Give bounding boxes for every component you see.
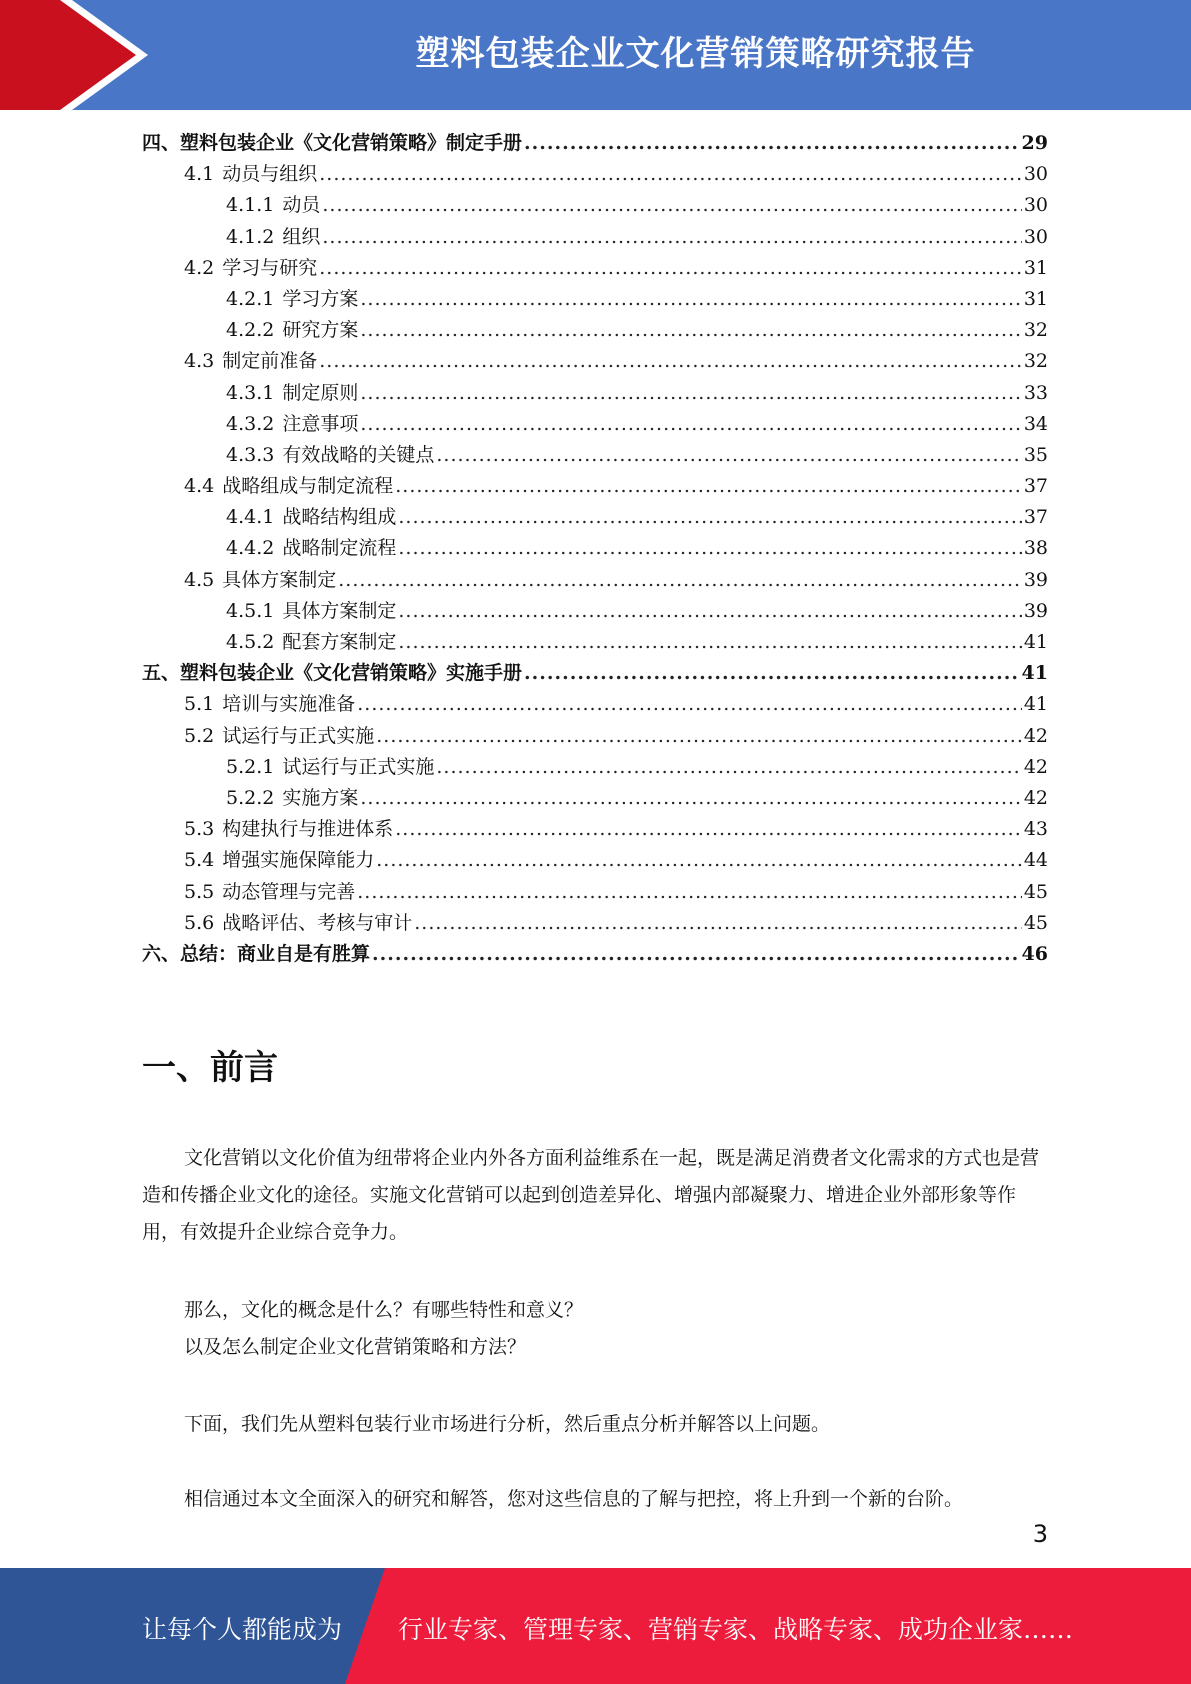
report-title: 塑料包装企业文化营销策略研究报告 <box>415 34 976 74</box>
toc-entry-title: 构建执行与推进体系 <box>222 818 394 841</box>
toc-entry-page: 31 <box>1023 256 1048 279</box>
toc-entry[interactable] <box>142 159 1048 190</box>
toc-entry-title: 战略组成与制定流程 <box>222 475 394 498</box>
toc-dot-leader <box>398 502 1021 533</box>
next-paragraph: 下面，我们先从塑料包装行业市场进行分析，然后重点分析并解答以上问题。 <box>184 1413 831 1435</box>
toc-entry-title: 试运行与正式实施 <box>222 724 375 747</box>
toc-entry-number: 5.2.2 <box>226 786 275 809</box>
toc-entry-number: 4.1 <box>184 163 215 186</box>
toc-dot-leader <box>360 378 1021 409</box>
toc-entry-number: 4.2.1 <box>226 287 275 310</box>
toc-dot-leader <box>376 845 1022 876</box>
toc-entry-title: 有效战略的关键点 <box>282 443 435 466</box>
toc-entry-number: 4.5.1 <box>226 599 275 622</box>
toc-entry-number: 4.3.3 <box>226 443 275 466</box>
toc-entry-title: 试运行与正式实施 <box>282 755 435 778</box>
toc-entry-page: 45 <box>1023 880 1048 903</box>
toc-entry-page: 38 <box>1023 537 1048 560</box>
toc-entry-title: 制定前准备 <box>222 350 318 373</box>
section-heading: 一、前言 <box>142 1048 278 1088</box>
toc-entry-page: 41 <box>1021 662 1048 685</box>
toc-entry[interactable] <box>142 346 1048 377</box>
page-header <box>0 0 1191 110</box>
toc-entry[interactable] <box>142 253 1048 284</box>
toc-entry-page: 35 <box>1023 443 1048 466</box>
toc-dot-leader <box>360 783 1021 814</box>
toc-entry-title: 学习与研究 <box>222 256 318 279</box>
toc-entry-page: 46 <box>1021 942 1048 965</box>
toc-dot-leader <box>319 159 1022 190</box>
toc-dot-leader <box>338 565 1022 596</box>
toc-entry-title: 配套方案制定 <box>282 631 397 653</box>
toc-dot-leader <box>398 627 1021 658</box>
toc-entry-number: 4.5.2 <box>226 631 275 653</box>
toc-entry[interactable] <box>142 315 1048 346</box>
toc-dot-leader <box>398 533 1021 564</box>
toc-entry-number: 4.2.2 <box>226 319 275 342</box>
toc-entry[interactable] <box>142 658 1048 689</box>
toc-entry[interactable] <box>142 877 1048 908</box>
toc-entry-title: 战略制定流程 <box>282 537 397 560</box>
question-line-1: 那么，文化的概念是什么？有哪些特性和意义？ <box>184 1299 584 1321</box>
toc-entry-page: 30 <box>1023 163 1048 186</box>
toc-dot-leader <box>436 440 1021 471</box>
toc-entry[interactable] <box>142 783 1048 814</box>
toc-entry-page: 39 <box>1023 599 1048 622</box>
toc-entry-page: 44 <box>1023 849 1048 872</box>
toc-entry-page: 33 <box>1023 381 1048 404</box>
toc-entry-title: 研究方案 <box>282 319 359 342</box>
toc-entry-page: 39 <box>1023 568 1048 591</box>
toc-dot-leader <box>322 222 1021 253</box>
toc-entry[interactable] <box>142 222 1048 253</box>
toc-entry-page: 42 <box>1023 724 1048 747</box>
toc-entry-title: 实施方案 <box>282 786 359 809</box>
toc-entry-title: 制定原则 <box>282 381 359 404</box>
toc-entry-page: 30 <box>1023 225 1048 248</box>
toc-entry[interactable] <box>142 471 1048 502</box>
toc-entry-number: 4.3.2 <box>226 412 275 435</box>
toc-dot-leader <box>319 346 1022 377</box>
toc-entry[interactable] <box>142 284 1048 315</box>
header-arrow-graphic <box>0 0 200 110</box>
toc-entry-page: 37 <box>1023 475 1048 498</box>
toc-dot-leader <box>524 128 1020 159</box>
toc-dot-leader <box>436 752 1021 783</box>
footer-slogan: 让每个人都能成为 <box>142 1615 343 1644</box>
toc-entry-number: 4.1.1 <box>226 194 275 217</box>
toc-entry[interactable] <box>142 378 1048 409</box>
toc-entry-page: 29 <box>1021 132 1048 154</box>
toc-entry-title: 具体方案制定 <box>282 599 397 622</box>
toc-entry[interactable] <box>142 845 1048 876</box>
toc-entry[interactable] <box>142 689 1048 720</box>
toc-entry-number: 4.4.1 <box>226 506 275 529</box>
toc-entry-title: 四、塑料包装企业《文化营销策略》制定手册 <box>142 132 523 154</box>
page-number: 3 <box>1032 1520 1048 1548</box>
toc-entry-page: 42 <box>1023 755 1048 778</box>
intro-paragraph: 文化营销以文化价值为纽带将企业内外各方面利益维系在一起，既是满足消费者文化需求的方式也是营造和传播企业文化的途径。实施文化营销可以起到创造差异化、增强内部凝聚力、增进企业外部形象等作用，有效提升企业综合竞争力。 <box>142 1147 1040 1243</box>
toc-entry[interactable] <box>142 752 1048 783</box>
page-footer <box>0 1568 1191 1684</box>
footer-roles: 行业专家、管理专家、营销专家、战略专家、成功企业家…… <box>398 1615 1074 1644</box>
toc-entry-title: 动员 <box>282 194 321 217</box>
toc-entry-title: 战略评估、考核与审计 <box>222 911 413 934</box>
toc-entry-page: 42 <box>1023 786 1048 809</box>
toc-entry-page: 45 <box>1023 911 1048 934</box>
toc-entry[interactable] <box>142 565 1048 596</box>
toc-dot-leader <box>360 409 1021 440</box>
toc-entry-title: 六、总结：商业自是有胜算 <box>142 942 371 965</box>
toc-entry[interactable] <box>142 190 1048 221</box>
toc-dot-leader <box>360 284 1021 315</box>
toc-entry-page: 30 <box>1023 194 1048 217</box>
toc-entry-title: 具体方案制定 <box>222 568 337 591</box>
toc-entry-number: 5.6 <box>184 911 215 934</box>
toc-entry-number: 5.1 <box>184 693 215 716</box>
toc-entry-number: 5.2.1 <box>226 755 275 778</box>
toc-entry[interactable] <box>142 502 1048 533</box>
toc-dot-leader <box>395 814 1022 845</box>
toc-dot-leader <box>376 721 1022 752</box>
toc-entry[interactable] <box>142 939 1048 970</box>
toc-dot-leader <box>357 877 1022 908</box>
toc-dot-leader <box>398 596 1021 627</box>
toc-entry-number: 4.1.2 <box>226 225 275 248</box>
toc-dot-leader <box>372 939 1020 970</box>
toc-entry-title: 组织 <box>282 225 321 248</box>
toc-dot-leader <box>414 908 1022 939</box>
toc-entry-page: 32 <box>1023 350 1048 373</box>
toc-entry-number: 5.5 <box>184 880 215 903</box>
toc-dot-leader <box>524 658 1020 689</box>
toc-entry-number: 4.3.1 <box>226 381 275 404</box>
toc-entry-number: 4.5 <box>184 568 215 591</box>
toc-dot-leader <box>360 315 1021 346</box>
table-of-contents <box>142 128 1048 970</box>
toc-entry[interactable] <box>142 627 1048 658</box>
toc-entry[interactable] <box>142 596 1048 627</box>
toc-entry-title: 学习方案 <box>282 287 359 310</box>
toc-entry-title: 战略结构组成 <box>282 506 397 529</box>
toc-entry[interactable] <box>142 814 1048 845</box>
toc-entry-page: 32 <box>1023 319 1048 342</box>
toc-entry[interactable] <box>142 533 1048 564</box>
toc-entry-page: 31 <box>1023 287 1048 310</box>
toc-entry-page: 43 <box>1023 818 1048 841</box>
toc-entry-number: 4.4.2 <box>226 537 275 560</box>
toc-dot-leader <box>357 689 1022 720</box>
question-line-2: 以及怎么制定企业文化营销策略和方法？ <box>184 1336 527 1358</box>
toc-entry[interactable] <box>142 908 1048 939</box>
toc-entry-title: 五、塑料包装企业《文化营销策略》实施手册 <box>142 662 523 685</box>
toc-entry-number: 4.2 <box>184 256 215 279</box>
toc-entry-page: 41 <box>1023 631 1048 653</box>
toc-entry[interactable] <box>142 409 1048 440</box>
toc-entry-title: 注意事项 <box>282 412 359 435</box>
toc-entry-title: 动员与组织 <box>222 163 318 186</box>
toc-entry[interactable] <box>142 721 1048 752</box>
toc-entry-number: 4.3 <box>184 350 215 373</box>
toc-dot-leader <box>322 190 1021 221</box>
closing-paragraph: 相信通过本文全面深入的研究和解答，您对这些信息的了解与把控，将上升到一个新的台阶。 <box>184 1488 964 1510</box>
toc-dot-leader <box>319 253 1022 284</box>
toc-entry-title: 培训与实施准备 <box>222 693 356 716</box>
toc-entry-number: 4.4 <box>184 475 215 498</box>
toc-entry-page: 41 <box>1023 693 1048 716</box>
toc-entry-title: 动态管理与完善 <box>222 880 356 903</box>
toc-entry-page: 34 <box>1023 412 1048 435</box>
toc-entry-number: 5.2 <box>184 724 215 747</box>
toc-entry[interactable] <box>142 128 1048 159</box>
toc-dot-leader <box>395 471 1022 502</box>
toc-entry-title: 增强实施保障能力 <box>222 849 375 872</box>
toc-entry-page: 37 <box>1023 506 1048 529</box>
toc-entry-number: 5.4 <box>184 849 215 872</box>
toc-entry[interactable] <box>142 440 1048 471</box>
toc-entry-number: 5.3 <box>184 818 215 841</box>
